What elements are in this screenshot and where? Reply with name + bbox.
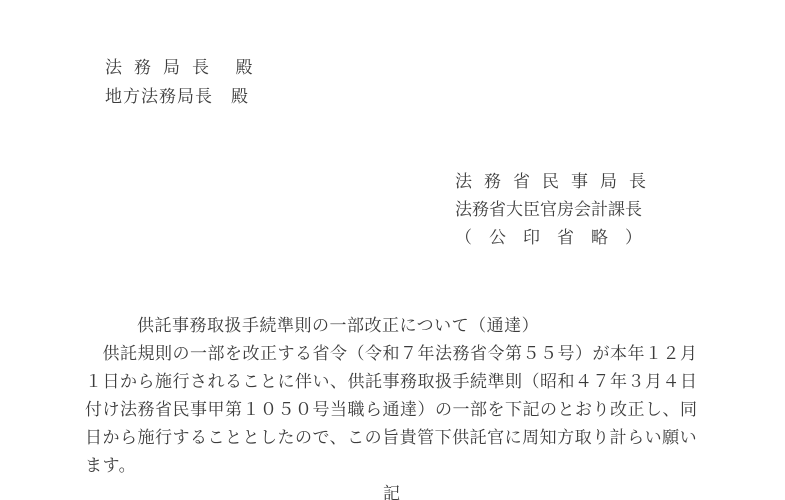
- body-text-line: １日から施行されることに伴い、供託事務取扱手続準則（昭和４７年３月４日: [85, 372, 698, 391]
- body-text-line: 日から施行することとしたので、この旨貴管下供託官に周知方取り計らい願い: [85, 428, 698, 447]
- body-text-line: 供託規則の一部を改正する省令（令和７年法務省令第５５号）が本年１２月: [85, 344, 698, 363]
- sender-line-minji-kyokuchou: 法 務 省 民 事 局 長: [455, 172, 644, 191]
- recipient-line-houmu-kyokuchou: 法 務 局 長 殿: [105, 58, 250, 77]
- body-text-line: 付け法務省民事甲第１０５０号当職ら通達）の一部を下記のとおり改正し、同: [85, 400, 698, 419]
- official-seal-omitted-note: （ 公 印 省 略 ）: [455, 228, 642, 247]
- sender-line-kaikei-kachou: 法務省大臣官房会計課長: [455, 200, 642, 219]
- record-marker: 記: [383, 484, 400, 500]
- subject-title: 供託事務取扱手続準則の一部改正について（通達）: [137, 316, 540, 335]
- body-text-line: ます。: [85, 456, 137, 475]
- document-main-text: [85, 312, 698, 500]
- sender-block: [455, 168, 644, 252]
- recipient-block: [105, 53, 250, 111]
- recipient-line-chihou-houmu-kyokuchou: 地方法務局長 殿: [105, 87, 249, 106]
